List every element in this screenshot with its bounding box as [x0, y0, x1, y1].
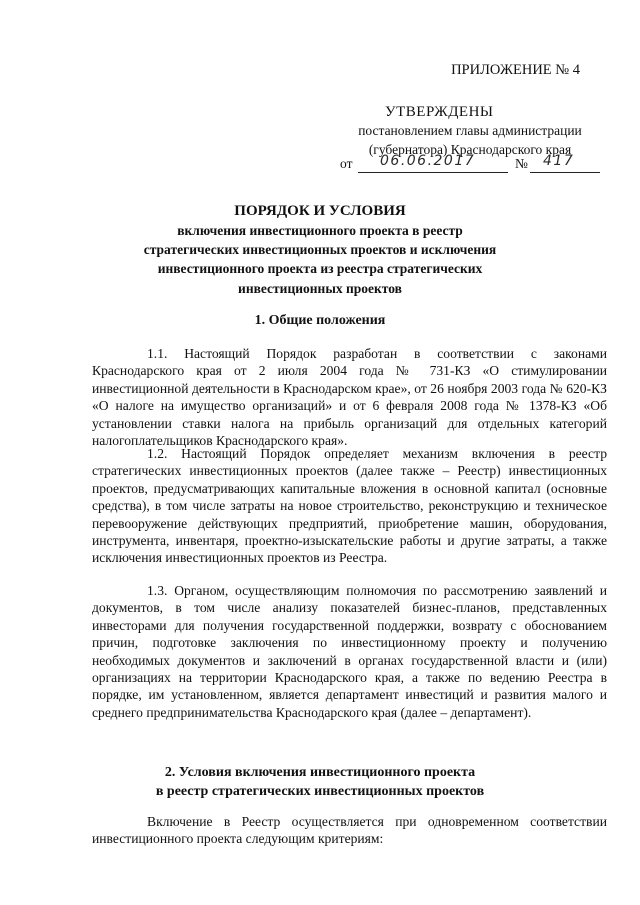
section-2-heading-line-1: 2. Условия включения инвестиционного проекта — [164, 765, 476, 780]
section-2-heading — [100, 763, 540, 801]
paragraph-2-intro: Включение в Реестр осуществляется при одновременном соответствии инвестиционного проекта следующим критериям: — [92, 814, 607, 847]
section-2-heading-line-2: в реестр стратегических инвестиционных проектов — [155, 784, 485, 799]
number-prefix: № — [515, 156, 528, 171]
subtitle-line-2: стратегических инвестиционных проектов и исключения — [143, 242, 497, 258]
subtitle-line-3: инвестиционного проекта из реестра стратегических — [157, 261, 483, 277]
handwritten-date: 06.06.2017 — [380, 153, 476, 169]
document-title: ПОРЯДОК И УСЛОВИЯ — [234, 203, 406, 219]
date-prefix: от — [340, 156, 353, 171]
resolution-line-1: постановлением главы администрации — [358, 123, 582, 138]
section-1-heading: 1. Общие положения — [254, 313, 386, 328]
paragraph-1-3: 1.3. Органом, осуществляющим полномочия по рассмотрению заявлений и документов, в том числе анализу показателей бизнес-планов, представленных инвесторами для получения государственной поддержки, возврату с обоснованием причин, подготовке заключения по инвестиционному проекту и получению необходимых документов и заключений в органах государственной власти и (или) организациях на территории Краснодарского края, а также по ведению Реестра в порядке, им установленном, является департамент инвестиций и развития малого и среднего предпринимательства Краснодарского края (далее – департамент). — [92, 583, 607, 720]
number-underline — [530, 172, 600, 173]
document-subtitle — [100, 221, 540, 298]
handwritten-number: 417 — [543, 153, 575, 169]
approved-label: УТВЕРЖДЕНЫ — [385, 104, 494, 120]
appendix-label: ПРИЛОЖЕНИЕ № 4 — [451, 62, 580, 78]
subtitle-line-1: включения инвестиционного проекта в реестр — [177, 223, 463, 238]
subtitle-line-4: инвестиционных проектов — [238, 280, 402, 296]
resolution-line-2: (губернатора) Краснодарского края — [368, 142, 572, 157]
date-underline — [358, 172, 508, 173]
date-number-line — [340, 153, 600, 178]
paragraph-1-2: 1.2. Настоящий Порядок определяет механизм включения в реестр стратегических инвестиционных проектов (далее также – Реестр) инвестиционных проектов, предусматривающих капитальные вложения в основной капитал (основные средства), в том числе затраты на новое строительство, реконструкцию и техническое перевооружение действующих предприятий, приобретение машин, оборудования, инструмента, инвентаря, проектно-изыскательские работы и другие затраты, а также исключения инвестиционных проектов из Реестра. — [92, 446, 607, 566]
paragraph-1-1: 1.1. Настоящий Порядок разработан в соответствии с законами Краснодарского края от 2 июля 2004 года № 731-КЗ «О стимулировании инвестиционной деятельности в Краснодарском крае», от 26 ноября 2003 года № 620-КЗ «О налоге на имущество организаций» и от 6 февраля 2008 года № 1378-КЗ «Об установлении ставки налога на прибыль организаций для отдельных категорий налогоплательщиков Краснодарского края». — [92, 346, 607, 449]
